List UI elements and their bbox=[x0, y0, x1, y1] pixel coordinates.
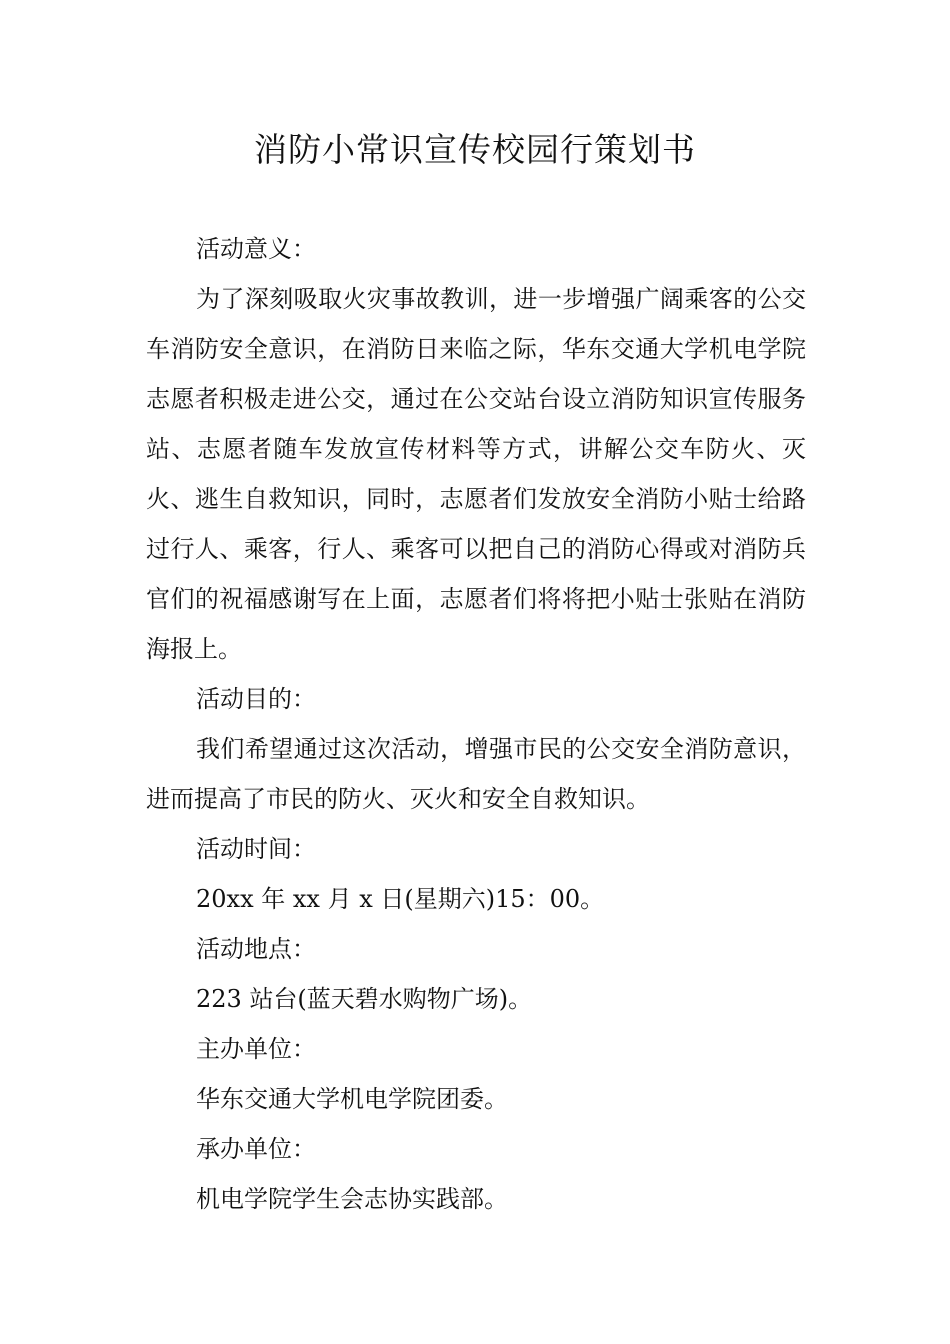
heading-time: 活动时间： bbox=[196, 835, 316, 863]
paragraph-location: 223 站台(蓝天碧水购物广场)。 bbox=[196, 985, 533, 1013]
paragraph-undertaker: 机电学院学生会志协实践部。 bbox=[196, 1185, 508, 1213]
paragraph-organizer: 华东交通大学机电学院团委。 bbox=[196, 1085, 508, 1113]
paragraph-significance: 为了深刻吸取火灾事故教训，进一步增强广阔乘客的公交车消防安全意识，在消防日来临之际，华东交通大学机电学院志愿者积极走进公交，通过在公交站台设立消防知识宣传服务站、志愿者随车发放宣传材料等方式，讲解公交车防火、灭火、逃生自救知识，同时，志愿者们发放安全消防小贴士给路过行人、乘客，行人、乘客可以把自己的消防心得或对消防兵官们的祝福感谢写在上面，志愿者们将将把小贴士张贴在消防海报上。 bbox=[146, 285, 806, 663]
paragraph-time: 20xx 年 xx 月 x 日(星期六)15：00。 bbox=[196, 885, 605, 913]
heading-organizer: 主办单位： bbox=[196, 1035, 316, 1063]
paragraph-purpose: 我们希望通过这次活动，增强市民的公交安全消防意识，进而提高了市民的防火、灭火和安全自救知识。 bbox=[146, 735, 806, 813]
heading-purpose: 活动目的： bbox=[196, 685, 316, 713]
heading-location: 活动地点： bbox=[196, 935, 316, 963]
heading-undertaker: 承办单位： bbox=[196, 1135, 316, 1163]
heading-significance: 活动意义： bbox=[196, 235, 316, 263]
document-title: 消防小常识宣传校园行策划书 bbox=[254, 130, 696, 169]
document-body bbox=[146, 224, 806, 1224]
